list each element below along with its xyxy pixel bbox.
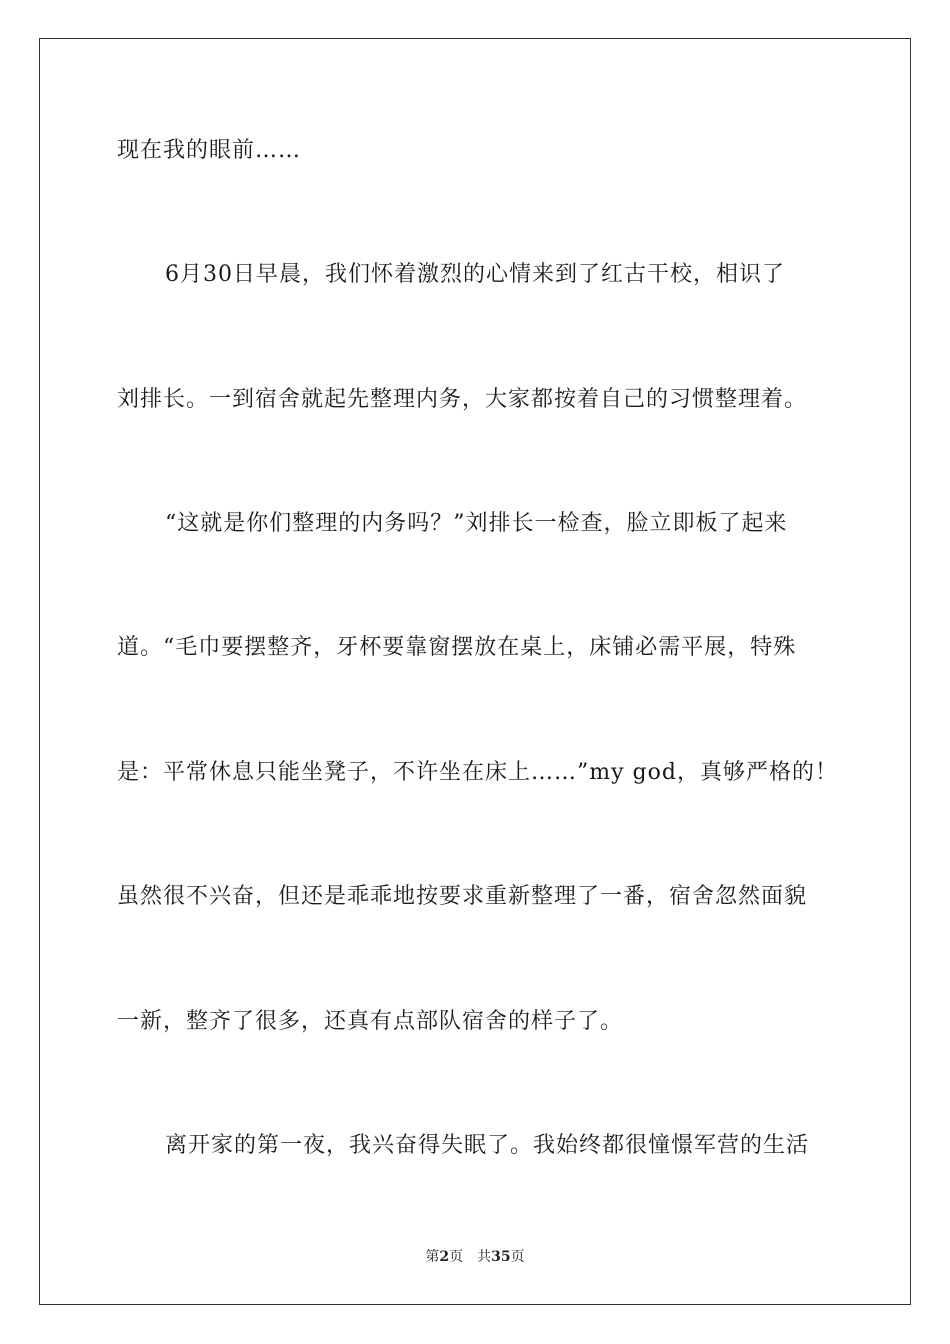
total-prefix: 共: [477, 1249, 492, 1265]
text-line-7: 虽然很不兴奋，但还是乖乖地按要求重新整理了一番，宿舍忽然面貌: [117, 884, 808, 909]
page-border: [39, 38, 911, 1305]
page-number: 2: [439, 1249, 450, 1265]
text-line-5: 道。“毛巾要摆整齐，牙杯要靠窗摆放在桌上，床铺必需平展，特殊: [117, 635, 797, 660]
text-line-1: 现在我的眼前……: [117, 138, 302, 163]
text-line-9: 离开家的第一夜，我兴奋得失眠了。我始终都很憧憬军营的生活: [165, 1133, 810, 1158]
text-line-3: 刘排长。一到宿舍就起先整理内务，大家都按着自己的习惯整理着。: [117, 387, 808, 412]
text-line-4: “这就是你们整理的内务吗？”刘排长一检查，脸立即板了起来: [165, 511, 788, 536]
text-line-2: 6月30日早晨，我们怀着激烈的心情来到了红古干校，相识了: [165, 262, 785, 287]
text-line-8: 一新，整齐了很多，还真有点部队宿舍的样子了。: [117, 1009, 624, 1034]
page-prefix: 第: [425, 1249, 440, 1265]
page-suffix: 页: [449, 1249, 464, 1265]
total-suffix: 页: [510, 1249, 525, 1265]
page-footer: [0, 1247, 950, 1267]
total-pages: 35: [491, 1249, 511, 1265]
text-line-6: 是：平常休息只能坐凳子，不许坐在床上……”my god，真够严格的！: [117, 760, 838, 785]
